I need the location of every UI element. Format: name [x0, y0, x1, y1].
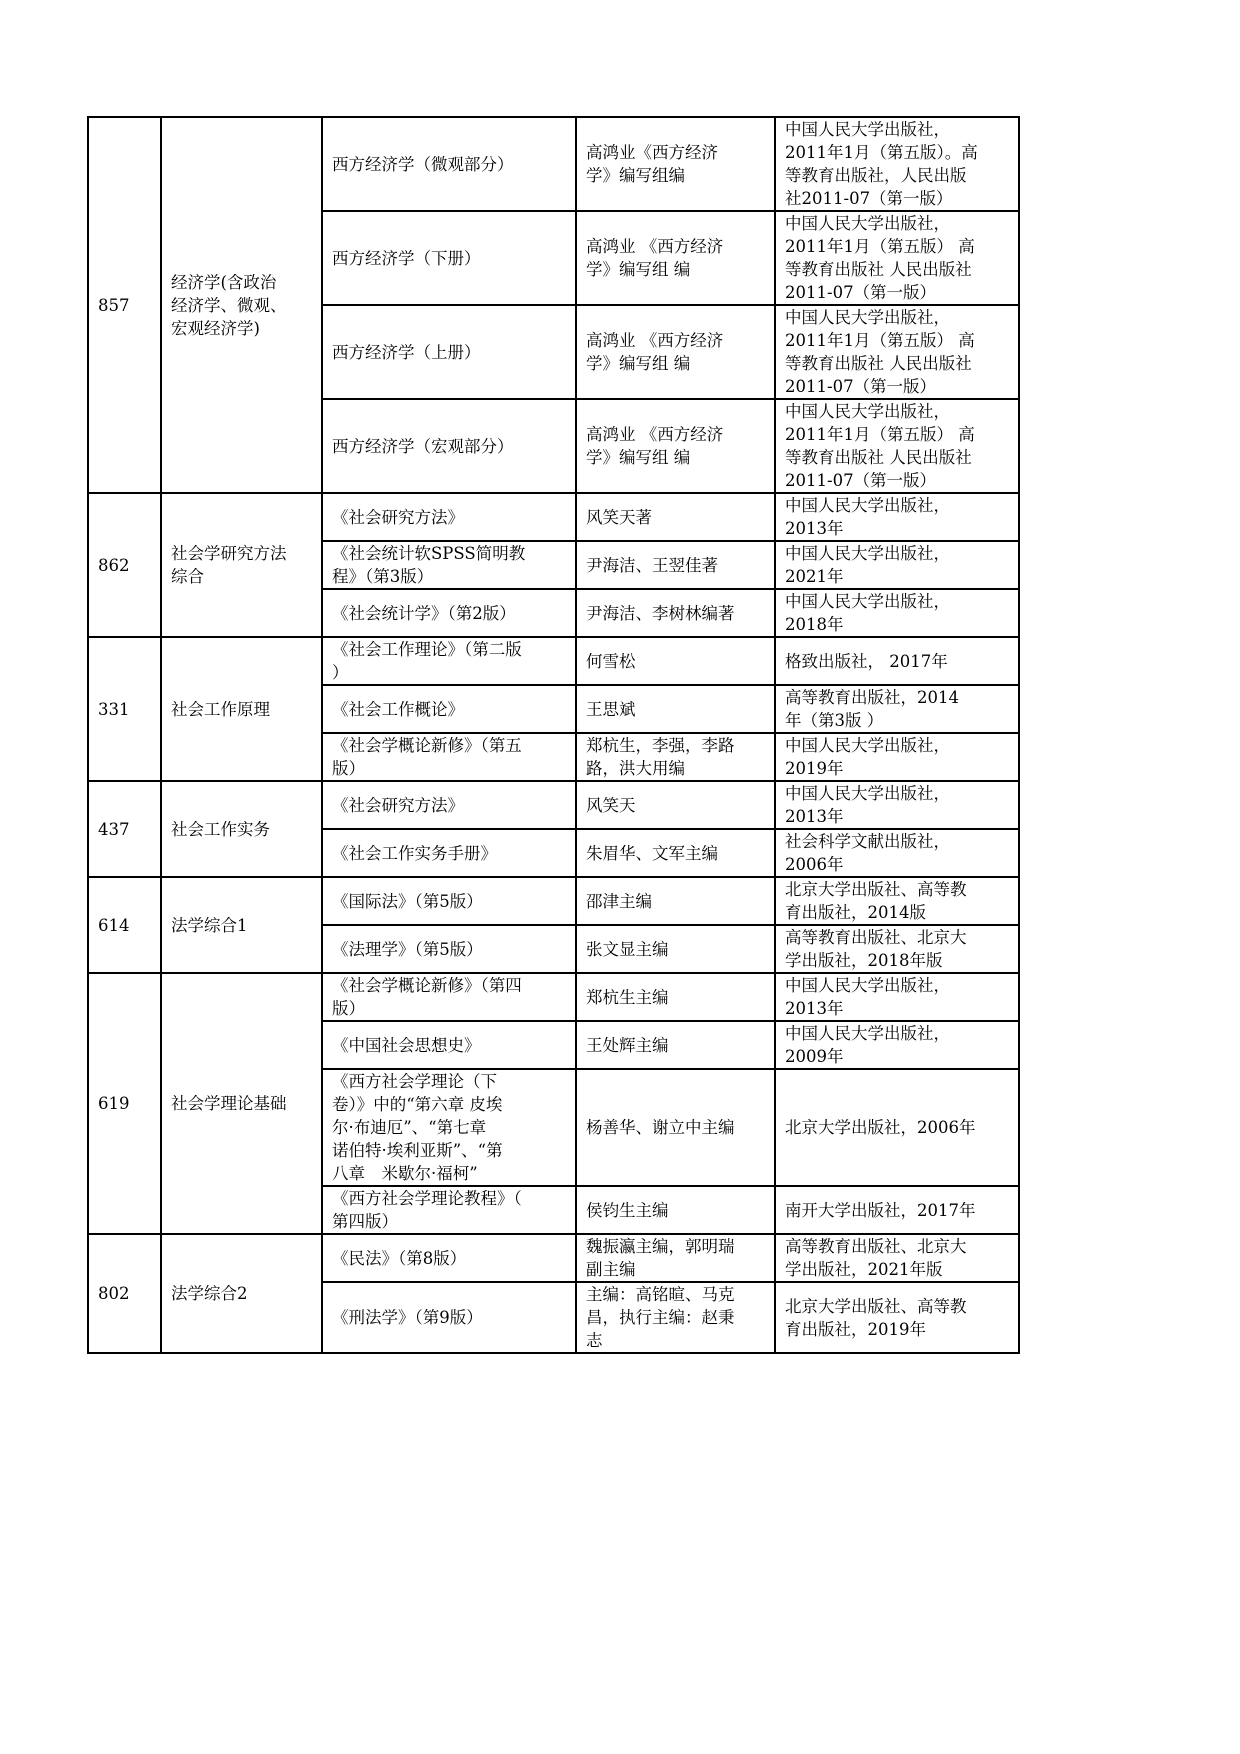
book-title-cell: 西方经济学（微观部分）	[322, 117, 576, 211]
textbook-table-body	[88, 117, 1019, 1353]
author-cell: 郑杭生主编	[576, 973, 775, 1021]
table-row	[88, 973, 1019, 1021]
book-title-cell: 西方经济学（下册）	[322, 211, 576, 305]
author-cell: 郑杭生，李强，李路 路，洪大用编	[576, 733, 775, 781]
author-cell: 风笑天著	[576, 493, 775, 541]
author-cell: 高鸿业 《西方经济 学》编写组 编	[576, 211, 775, 305]
author-cell: 高鸿业 《西方经济 学》编写组 编	[576, 305, 775, 399]
publisher-cell: 高等教育出版社、北京大 学出版社，2018年版	[775, 925, 1019, 973]
publisher-cell: 中国人民大学出版社， 2009年	[775, 1021, 1019, 1069]
publisher-cell: 中国人民大学出版社， 2019年	[775, 733, 1019, 781]
book-title-cell: 《社会研究方法》	[322, 781, 576, 829]
book-title-cell: 西方经济学（宏观部分）	[322, 399, 576, 493]
author-cell: 风笑天	[576, 781, 775, 829]
book-title-cell: 《西方社会学理论教程》（ 第四版）	[322, 1186, 576, 1234]
publisher-cell: 高等教育出版社、北京大 学出版社，2021年版	[775, 1234, 1019, 1282]
course-code-cell: 862	[88, 493, 161, 637]
author-cell: 高鸿业 《西方经济 学》编写组 编	[576, 399, 775, 493]
course-code-cell: 619	[88, 973, 161, 1234]
course-code-cell: 437	[88, 781, 161, 877]
publisher-cell: 中国人民大学出版社， 2011年1月（第五版）。高 等教育出版社，人民出版 社2011-07（第一版）	[775, 117, 1019, 211]
book-title-cell: 《国际法》（第5版）	[322, 877, 576, 925]
author-cell: 魏振瀛主编，郭明瑞 副主编	[576, 1234, 775, 1282]
publisher-cell: 北京大学出版社，2006年	[775, 1069, 1019, 1186]
book-title-cell: 《刑法学》（第9版）	[322, 1282, 576, 1353]
author-cell: 主编：高铭暄、马克 昌，执行主编：赵秉 志	[576, 1282, 775, 1353]
course-code-cell: 857	[88, 117, 161, 493]
book-title-cell: 《社会研究方法》	[322, 493, 576, 541]
table-row	[88, 117, 1019, 211]
publisher-cell: 中国人民大学出版社， 2013年	[775, 493, 1019, 541]
table-row	[88, 781, 1019, 829]
table-row	[88, 493, 1019, 541]
textbook-table	[87, 116, 1020, 1354]
author-cell: 王思斌	[576, 685, 775, 733]
book-title-cell: 《法理学》（第5版）	[322, 925, 576, 973]
author-cell: 何雪松	[576, 637, 775, 685]
publisher-cell: 中国人民大学出版社， 2011年1月（第五版） 高 等教育出版社 人民出版社 2011-07（第一版）	[775, 399, 1019, 493]
table-row	[88, 1234, 1019, 1282]
subject-cell: 社会工作原理	[161, 637, 322, 781]
book-title-cell: 《西方社会学理论（下 卷）》中的“第六章 皮埃 尔·布迪厄”、“第七章 诺伯特·埃利亚斯”、“第 八章 米歇尔·福柯”	[322, 1069, 576, 1186]
course-code-cell: 614	[88, 877, 161, 973]
subject-cell: 经济学(含政治 经济学、微观、 宏观经济学)	[161, 117, 322, 493]
book-title-cell: 《民法》（第8版）	[322, 1234, 576, 1282]
author-cell: 王处辉主编	[576, 1021, 775, 1069]
subject-cell: 社会工作实务	[161, 781, 322, 877]
author-cell: 朱眉华、文军主编	[576, 829, 775, 877]
book-title-cell: 《社会学概论新修》（第五 版）	[322, 733, 576, 781]
subject-cell: 法学综合1	[161, 877, 322, 973]
course-code-cell: 802	[88, 1234, 161, 1353]
book-title-cell: 《社会学概论新修》（第四 版）	[322, 973, 576, 1021]
course-code-cell: 331	[88, 637, 161, 781]
publisher-cell: 社会科学文献出版社， 2006年	[775, 829, 1019, 877]
author-cell: 高鸿业《西方经济 学》编写组编	[576, 117, 775, 211]
publisher-cell: 格致出版社， 2017年	[775, 637, 1019, 685]
publisher-cell: 南开大学出版社，2017年	[775, 1186, 1019, 1234]
publisher-cell: 中国人民大学出版社， 2011年1月（第五版） 高 等教育出版社 人民出版社 2011-07（第一版）	[775, 211, 1019, 305]
book-title-cell: 《社会工作理论》（第二版 ）	[322, 637, 576, 685]
publisher-cell: 中国人民大学出版社， 2021年	[775, 541, 1019, 589]
author-cell: 邵津主编	[576, 877, 775, 925]
table-row	[88, 877, 1019, 925]
table-row	[88, 637, 1019, 685]
subject-cell: 法学综合2	[161, 1234, 322, 1353]
publisher-cell: 中国人民大学出版社， 2013年	[775, 973, 1019, 1021]
author-cell: 尹海洁、王翌佳著	[576, 541, 775, 589]
author-cell: 侯钧生主编	[576, 1186, 775, 1234]
publisher-cell: 中国人民大学出版社， 2018年	[775, 589, 1019, 637]
book-title-cell: 西方经济学（上册）	[322, 305, 576, 399]
book-title-cell: 《社会统计学》（第2版）	[322, 589, 576, 637]
author-cell: 张文显主编	[576, 925, 775, 973]
publisher-cell: 中国人民大学出版社， 2011年1月（第五版） 高 等教育出版社 人民出版社 2011-07（第一版）	[775, 305, 1019, 399]
publisher-cell: 高等教育出版社，2014 年（第3版 ）	[775, 685, 1019, 733]
author-cell: 尹海洁、李树林编著	[576, 589, 775, 637]
book-title-cell: 《社会工作概论》	[322, 685, 576, 733]
book-title-cell: 《社会统计软SPSS简明教 程》（第3版）	[322, 541, 576, 589]
subject-cell: 社会学研究方法 综合	[161, 493, 322, 637]
publisher-cell: 北京大学出版社、高等教 育出版社，2019年	[775, 1282, 1019, 1353]
publisher-cell: 北京大学出版社、高等教 育出版社，2014版	[775, 877, 1019, 925]
author-cell: 杨善华、谢立中主编	[576, 1069, 775, 1186]
book-title-cell: 《中国社会思想史》	[322, 1021, 576, 1069]
publisher-cell: 中国人民大学出版社， 2013年	[775, 781, 1019, 829]
book-title-cell: 《社会工作实务手册》	[322, 829, 576, 877]
subject-cell: 社会学理论基础	[161, 973, 322, 1234]
